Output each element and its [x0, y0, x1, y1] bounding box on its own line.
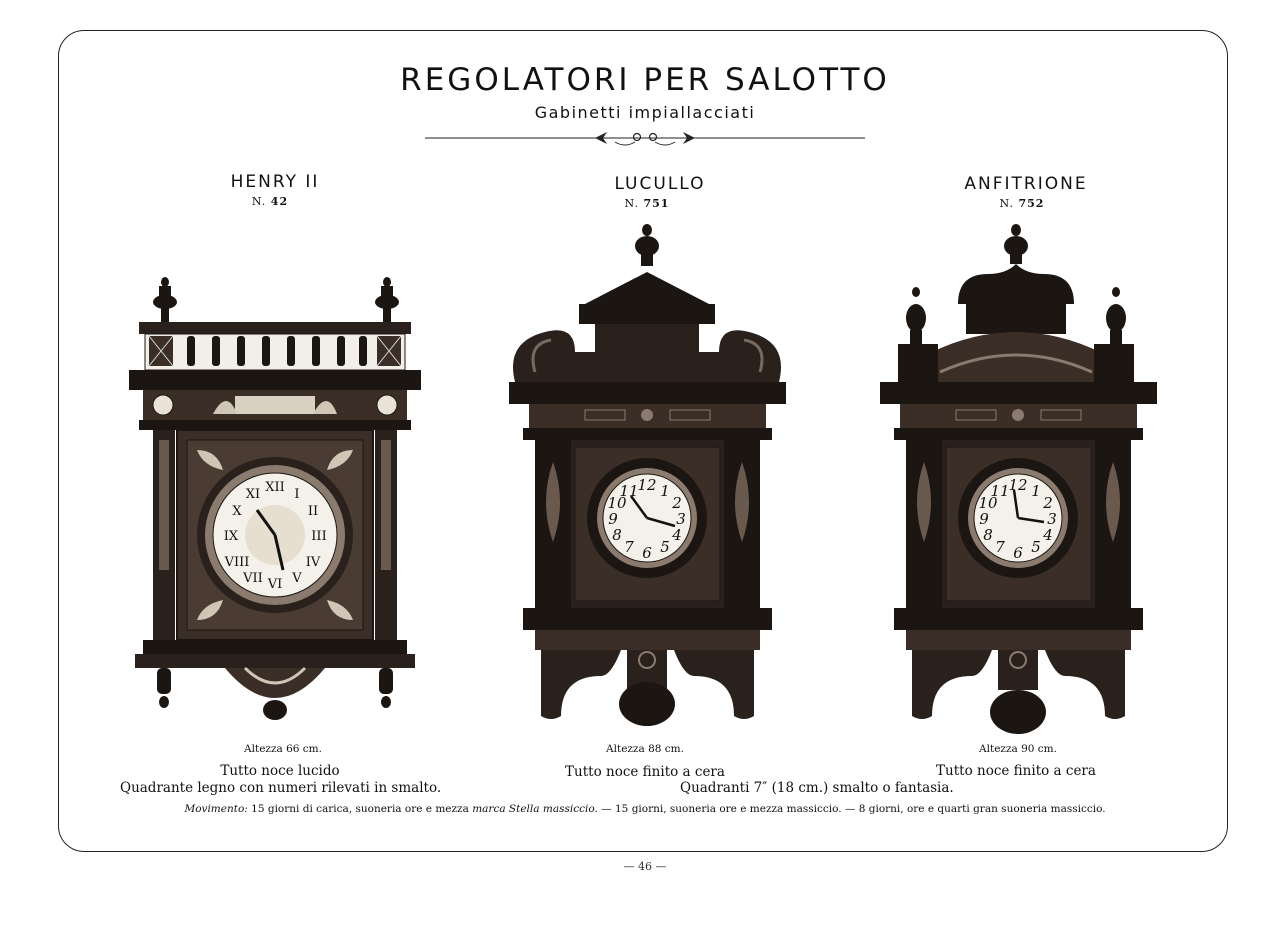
- svg-text:8: 8: [983, 526, 993, 544]
- svg-text:V: V: [292, 571, 302, 586]
- svg-text:5: 5: [660, 538, 670, 556]
- svg-text:3: 3: [1047, 510, 1057, 528]
- title-ornament: [425, 128, 865, 150]
- finish-lucullo: Tutto noce finito a cera: [565, 764, 725, 780]
- height-henry: Altezza 66 cm.: [244, 743, 322, 755]
- clock-name-lucullo: LUCULLO: [614, 174, 706, 194]
- svg-text:4: 4: [672, 526, 682, 544]
- svg-text:IX: IX: [223, 529, 239, 544]
- svg-text:2: 2: [1043, 494, 1053, 512]
- svg-text:8: 8: [612, 526, 622, 544]
- anfitrione-clock-illustration: [876, 222, 1161, 740]
- height-anfitrione: Altezza 90 cm.: [979, 743, 1057, 755]
- svg-text:XII: XII: [265, 480, 285, 495]
- svg-text:6: 6: [1013, 544, 1023, 562]
- page-title: REGOLATORI PER SALOTTO: [400, 62, 890, 98]
- svg-text:1: 1: [1031, 482, 1041, 500]
- svg-text:12: 12: [637, 476, 657, 494]
- svg-text:11: 11: [619, 482, 639, 500]
- svg-text:2: 2: [672, 494, 682, 512]
- svg-text:6: 6: [642, 544, 652, 562]
- clock-name-henry: HENRY II: [230, 172, 320, 192]
- henry-clock-illustration: [125, 270, 425, 730]
- page-number: — 46 —: [623, 860, 667, 873]
- svg-text:10: 10: [607, 494, 627, 512]
- svg-text:1: 1: [660, 482, 670, 500]
- svg-text:X: X: [232, 504, 242, 519]
- dial-lucullo-anfitrione: Quadranti 7″ (18 cm.) smalto o fantasia.: [680, 780, 954, 796]
- height-lucullo: Altezza 88 cm.: [606, 743, 684, 755]
- svg-text:XI: XI: [245, 487, 261, 502]
- svg-text:7: 7: [624, 538, 634, 556]
- svg-text:I: I: [294, 487, 300, 502]
- svg-text:IV: IV: [305, 555, 321, 570]
- svg-text:VIII: VIII: [224, 555, 250, 570]
- finish-anfitrione: Tutto noce finito a cera: [936, 763, 1096, 779]
- svg-text:10: 10: [978, 494, 998, 512]
- svg-text:VI: VI: [267, 577, 283, 592]
- svg-text:VII: VII: [243, 571, 263, 586]
- clock-number-anfitrione: N. 752: [999, 197, 1045, 210]
- svg-text:11: 11: [990, 482, 1010, 500]
- svg-text:III: III: [311, 529, 327, 544]
- page-subtitle: Gabinetti impiallacciati: [534, 103, 756, 122]
- clock-name-anfitrione: ANFITRIONE: [964, 174, 1088, 194]
- svg-text:4: 4: [1043, 526, 1053, 544]
- svg-text:9: 9: [979, 510, 989, 528]
- svg-text:3: 3: [676, 510, 686, 528]
- svg-text:5: 5: [1031, 538, 1041, 556]
- clock-number-henry: N. 42: [251, 195, 289, 208]
- svg-text:7: 7: [995, 538, 1005, 556]
- dial-henry: Quadrante legno con numeri rilevati in smalto.: [120, 780, 442, 796]
- movement-label: Movimento:: [184, 803, 248, 815]
- svg-text:12: 12: [1008, 476, 1028, 494]
- clock-number-lucullo: N. 751: [624, 197, 670, 210]
- svg-text:II: II: [307, 504, 319, 519]
- lucullo-clock-illustration: [505, 222, 790, 732]
- movement-note: Movimento: 15 giorni di carica, suoneria ore e mezza marca Stella massiccio. — 15 giorni, suoneria ore e mezza massiccio. — 8 giorni, ore e quarti gran suoneria massiccio.: [184, 803, 1106, 815]
- svg-text:9: 9: [608, 510, 618, 528]
- finish-henry: Tutto noce lucido: [220, 763, 340, 779]
